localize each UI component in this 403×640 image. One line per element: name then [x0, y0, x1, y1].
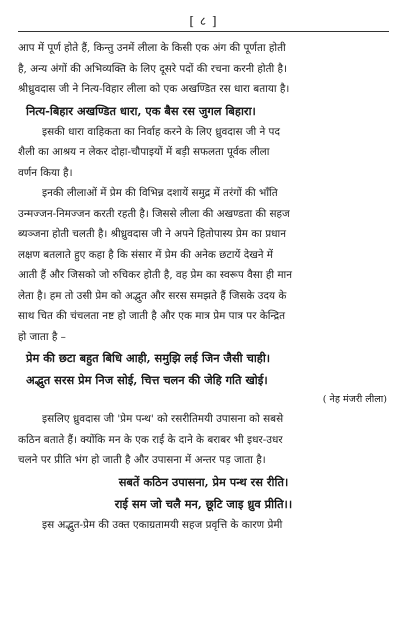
text-line: ब्यञ्जना होती चलती है। श्रीध्रुवदास जी ने अपने हितोपास्य प्रेम का प्रधान	[18, 228, 286, 240]
text-line: हो जाता है –	[18, 330, 66, 343]
text-line: शैली का आश्रय न लेकर दोहा-चौपाइयों में बड़ी सफलता पूर्वक लीला	[18, 146, 270, 158]
paragraph-2	[18, 122, 389, 184]
header-rule	[18, 31, 389, 32]
page-number: [ ८ ]	[189, 14, 218, 28]
text-line: लक्षण बतलाते हुए कहा है कि संसार में प्रेम की अनेक छटायें देखने में	[18, 248, 274, 261]
text-line: उन्मज्जन-निमज्जन करती रहती है। जिससे लीला की अखण्डता की सहज	[18, 207, 290, 220]
text-line: इसलिए ध्रुवदास जी 'प्रेम पन्थ' को रसरीतिमयी उपासना को सबसे	[42, 413, 284, 425]
verse-line: राई सम जो चलै मन, छूटि जाइ ध्रुव प्रीति।।	[114, 496, 293, 511]
text-line: आप में पूर्ण होते हैं, किन्तु उनमें लीला के किसी एक अंग की पूर्णता होती	[18, 42, 286, 54]
text-line: है, अन्य अंगों की अभिव्यक्ति के लिए दूसरे पदों की रचना करनी होती है।	[18, 62, 287, 75]
text-line: लेता है। हम तो उसी प्रेम को अद्भुत और सरस समझते हैं जिसके उदय के	[18, 289, 287, 302]
verse-line: सबतें कठिन उपासना, प्रेम पन्थ रस रीति।	[118, 474, 289, 489]
verse-block-2	[18, 347, 389, 409]
text-line: इस अद्भुत-प्रेम की उक्त एकाग्रतामयी सहज प्रवृत्ति के कारण प्रेमी	[42, 518, 283, 531]
text-line: चलने पर प्रीति भंग हो जाती है और उपासना में अन्तर पड़ जाता है।	[18, 454, 266, 466]
text-line: इसकी धारा वाहिकता का निर्वाह करने के लिए ध्रुवदास जी ने पद	[42, 125, 280, 138]
paragraph-4	[18, 409, 389, 471]
verse-source: ( नेह मंजरी लीला)	[322, 394, 387, 405]
text-line: कठिन बताते हैं। क्योंकि मन के एक राई के दाने के बराबर भी इधर-उधर	[18, 433, 283, 446]
verse-line: प्रेम की छटा बहुत बिधि आही, समुझि लई जिन जैसी चाही।	[26, 351, 271, 365]
verse-block-3	[18, 471, 389, 515]
text-line: इनकी लीलाओं में प्रेम की विभिन्न दशायें समुद्र में तरंगों की भाँति	[42, 187, 278, 199]
paragraph-3	[18, 183, 389, 347]
text-line: श्रीध्रुवदास जी ने नित्य-विहार लीला को एक अखण्डित रस धारा बताया है।	[18, 83, 290, 95]
paragraph-1	[18, 38, 389, 100]
text-line: साथ चित की चंचलता नष्ट हो जाती है और एक मात्र प्रेम पात्र पर केन्द्रित	[18, 310, 286, 322]
verse-line: अद्भुत सरस प्रेम निज सोई, चित्त चलन की जेहि गति खोई।	[26, 373, 268, 387]
verse-line: नित्य-बिहार अखण्डित धारा, एक बैस रस जुगल बिहारा।	[26, 103, 256, 118]
paragraph-5	[18, 515, 389, 536]
text-line: आती हैं और जिसको जो रुचिकर होती है, वह प्रेम का स्वरूप वैसा ही मान	[18, 269, 292, 281]
text-line: वर्णन किया है।	[18, 166, 73, 179]
